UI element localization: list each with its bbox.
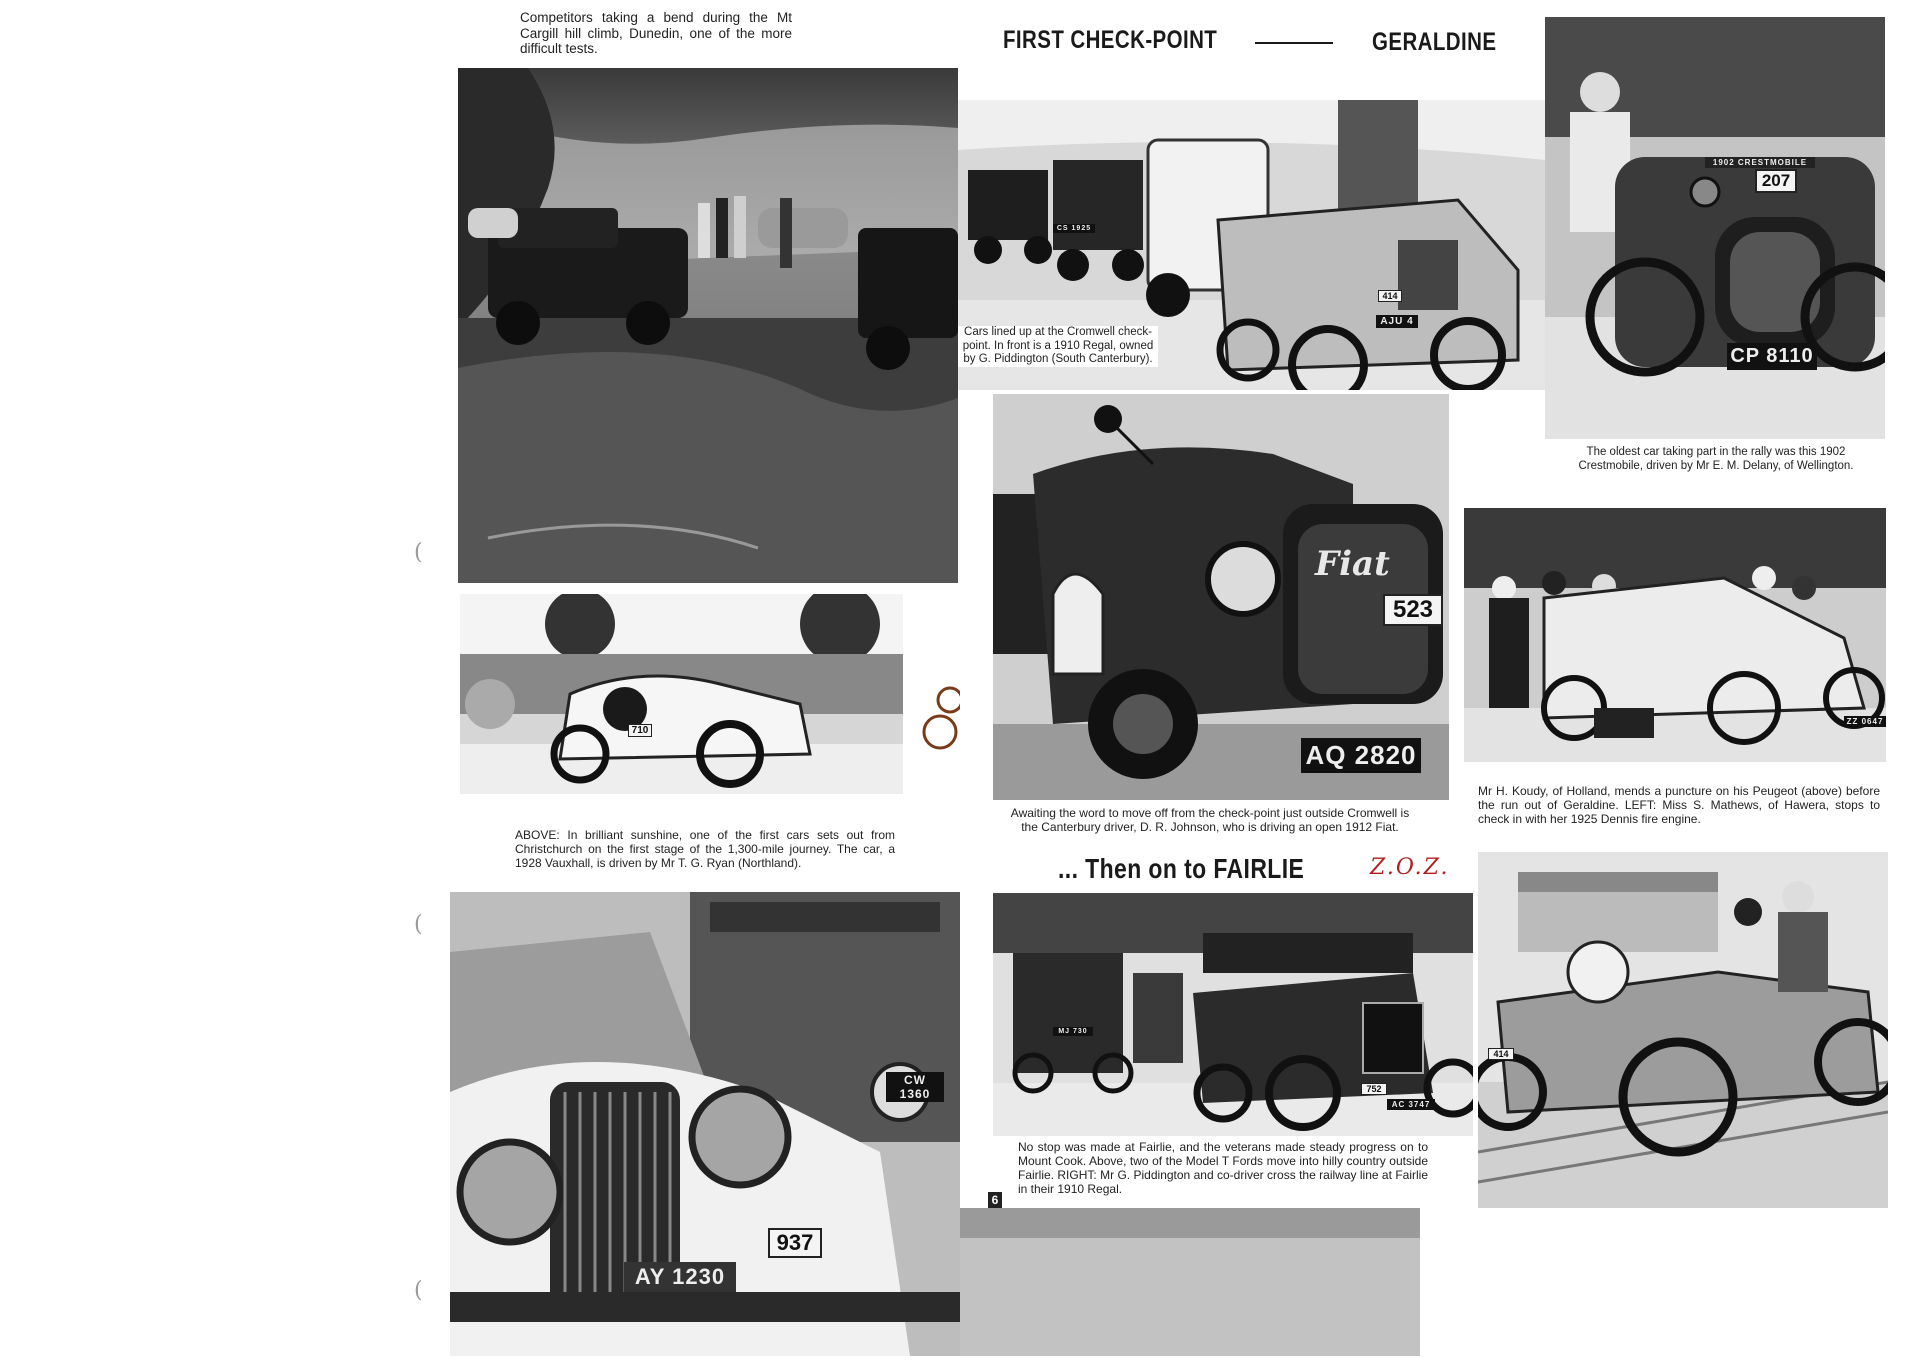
number-card-752: 752 [1361,1083,1387,1095]
plate-aju-4: AJU 4 [1376,315,1418,328]
plate-cs-1925: CS 1925 [1053,224,1095,233]
caption-cromwell-lineup: Cars lined up at the Cromwell check-point. In front is a 1910 Regal, owned by G. Piddington (South Canterbury). [958,326,1158,367]
photo-model-t-fords [993,893,1473,1136]
caption-mt-cargill: Competitors taking a bend during the Mt Cargill hill climb, Dunedin, one of the more difficult tests. [520,10,792,56]
caption-fiat: Awaiting the word to move off from the check-point just outside Cromwell is the Canterbury driver, D. R. Johnson, who is driving an open 1912 Fiat. [1010,806,1410,834]
plate-ay-1230: AY 1230 [624,1262,736,1292]
plate-zz-0647: ZZ 0647 [1844,716,1886,727]
headline-first-checkpoint: FIRST CHECK-POINT [1003,26,1218,54]
photo-1902-crestmobile [1545,17,1885,439]
number-card-710: 710 [628,724,652,737]
caption-vauxhall: ABOVE: In brilliant sunshine, one of the first cars sets out from Christchurch on the first stage of the 1,300-mile journey. The car, a 1928 Vauxhall, is driven by Mr T. G. Ryan (Northland). [515,828,895,870]
number-card-414-fairlie: 414 [1488,1048,1514,1060]
fiat-badge: Fiat [1315,544,1390,584]
plate-mj-730: MJ 730 [1053,1027,1093,1036]
crestmobile-nameplate: 1902 CRESTMOBILE [1705,157,1815,168]
plate-cp-8110: CP 8110 [1727,343,1817,370]
number-card-414: 414 [1378,290,1402,302]
photo-fragment-wheels [918,680,960,755]
photo-1912-fiat [993,394,1449,800]
plate-aq-2820: AQ 2820 [1301,738,1421,773]
caption-peugeot: Mr H. Koudy, of Holland, mends a puncture on his Peugeot (above) before the run out of Geraldine. LEFT: Miss S. Mathews, of Hawera, stops to check in with her 1925 Dennis fire engine. [1478,784,1880,826]
headline-rule [1255,42,1333,44]
margin-mark-1: ( [414,540,423,565]
margin-mark-3: ( [414,1278,423,1303]
handwritten-note: Z.O.Z. [1370,855,1450,880]
number-card-207: 207 [1755,169,1797,193]
photo-peugeot-puncture [1464,508,1886,762]
caption-crestmobile: The oldest car taking part in the rally was this 1902 Crestmobile, driven by Mr E. M. Delany, of Wellington. [1578,446,1854,472]
caption-model-t: No stop was made at Fairlie, and the veterans made steady progress on to Mount Cook. Above, two of the Model T Fords move into hilly country outside Fairlie. RIGHT: Mr G. Piddington and co-driver cross the railway line at Fairlie in their 1910 Regal. [1018,1140,1428,1196]
photo-mt-cargill-hill-climb [458,68,958,583]
photo-1928-vauxhall [460,594,903,794]
photo-car-937-closeup [450,892,960,1356]
plate-cw-1360: CW 1360 [886,1072,944,1102]
plate-ac-3747: AC 3747 [1387,1099,1435,1110]
number-card-937: 937 [768,1228,822,1258]
page-number: 6 [988,1192,1002,1208]
photo-strip-bottom [960,1208,1420,1356]
number-card-523: 523 [1383,594,1443,626]
headline-fairlie: ... Then on to FAIRLIE [1058,853,1305,884]
margin-mark-2: ( [414,912,423,937]
photo-regal-railway-fairlie [1478,852,1888,1208]
headline-geraldine: GERALDINE [1372,28,1497,56]
